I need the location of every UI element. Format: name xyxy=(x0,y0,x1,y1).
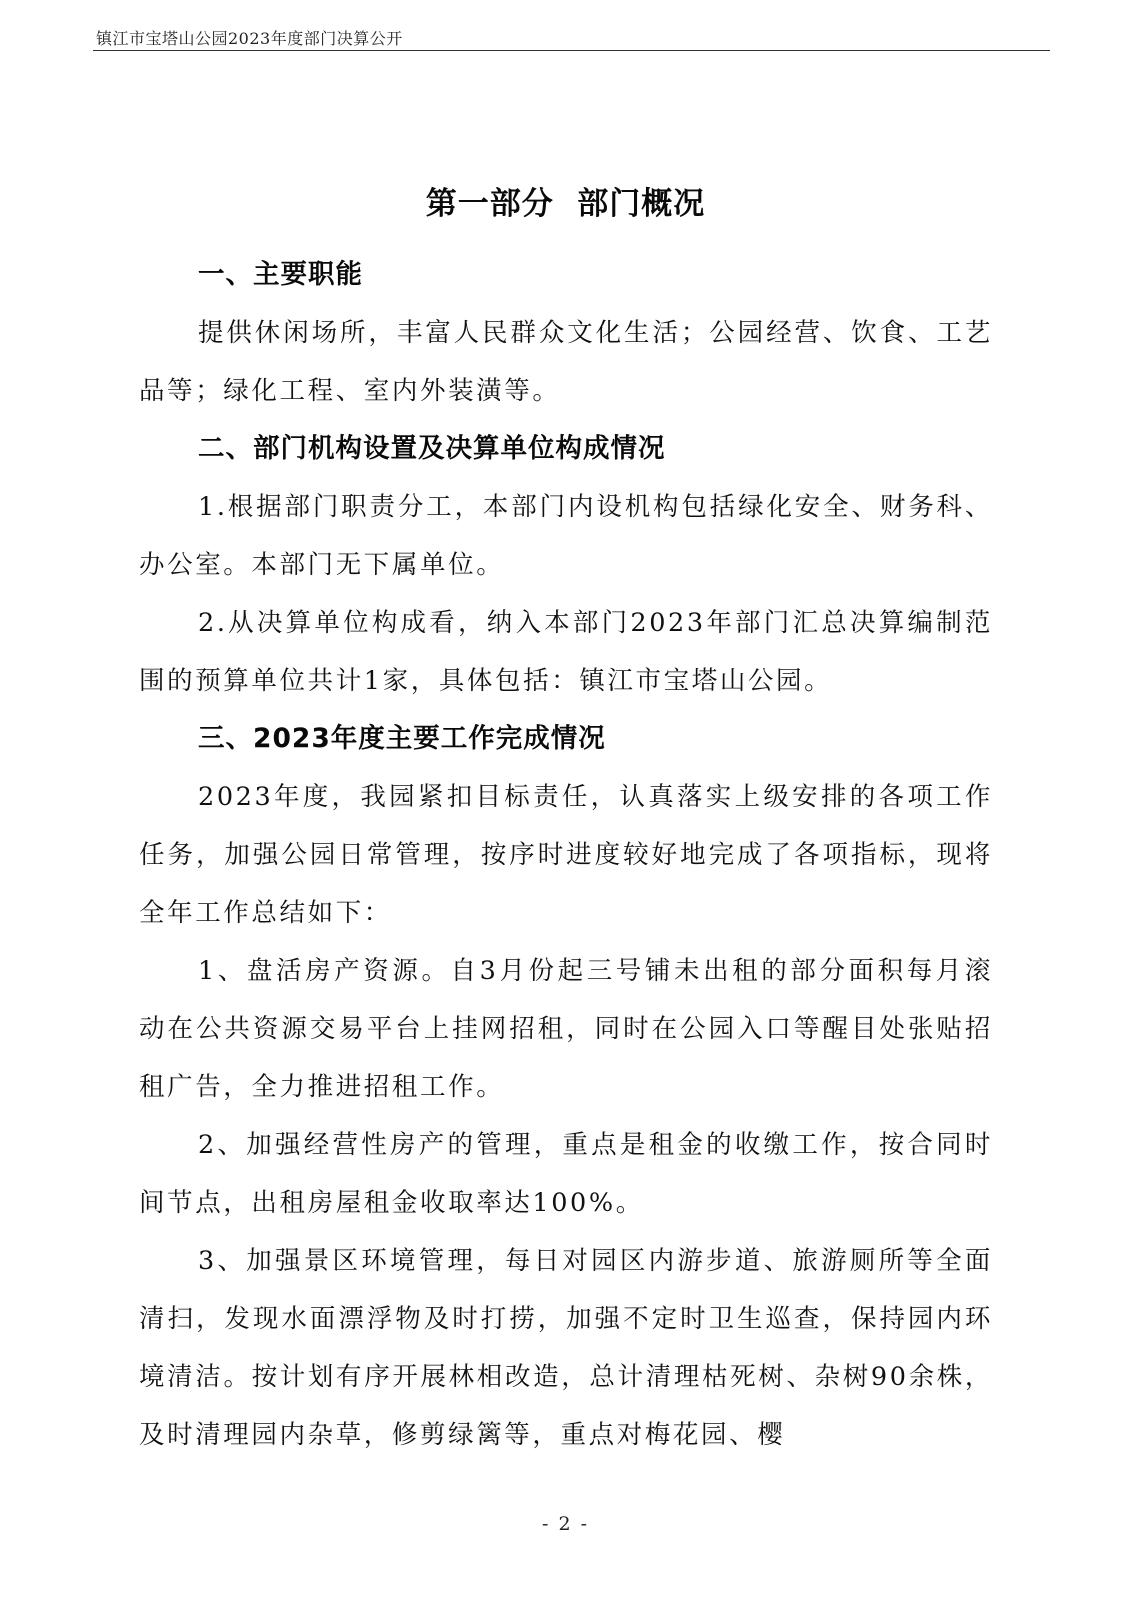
body-paragraph: 1、盘活房产资源。自3月份起三号铺未出租的部分面积每月滚动在公共资源交易平台上挂网招租，同时在公园入口等醒目处张贴招租广告，全力推进招租工作。 xyxy=(139,956,993,1102)
body-paragraph: 提供休闲场所，丰富人民群众文化生活；公园经营、饮食、工艺品等；绿化工程、室内外装潢等。 xyxy=(139,318,993,406)
body-paragraph: 3、加强景区环境管理，每日对园区内游步道、旅游厕所等全面清扫，发现水面漂浮物及时打捞，加强不定时卫生巡查，保持园内环境清洁。按计划有序开展林相改造，总计清理枯死树、杂树90余株，及时清理园内杂草，修剪绿篱等，重点对梅花园、樱 xyxy=(139,1246,993,1450)
body-paragraph: 2、加强经营性房产的管理，重点是租金的收缴工作，按合同时间节点，出租房屋租金收取率达100%。 xyxy=(139,1130,993,1218)
body-paragraph: 2023年度，我园紧扣目标责任，认真落实上级安排的各项工作任务，加强公园日常管理，按序时进度较好地完成了各项指标，现将全年工作总结如下： xyxy=(139,782,993,928)
page-title: 第一部分 部门概况 xyxy=(425,186,706,222)
section-heading: 一、主要职能 xyxy=(198,259,363,290)
header-divider xyxy=(93,50,1050,51)
section-organization xyxy=(139,420,993,710)
section-main-functions xyxy=(139,246,993,420)
section-work-completion xyxy=(139,710,993,1464)
page-number: - 2 - xyxy=(541,1513,589,1535)
section-heading: 二、部门机构设置及决算单位构成情况 xyxy=(198,433,666,464)
document-body xyxy=(139,246,993,1464)
body-paragraph: 1.根据部门职责分工，本部门内设机构包括绿化安全、财务科、办公室。本部门无下属单位。 xyxy=(139,492,993,580)
section-heading: 三、2023年度主要工作完成情况 xyxy=(198,723,606,754)
running-header: 镇江市宝塔山公园2023年度部门决算公开 xyxy=(96,29,403,48)
body-paragraph: 2.从决算单位构成看，纳入本部门2023年部门汇总决算编制范围的预算单位共计1家，具体包括：镇江市宝塔山公园。 xyxy=(139,608,993,696)
